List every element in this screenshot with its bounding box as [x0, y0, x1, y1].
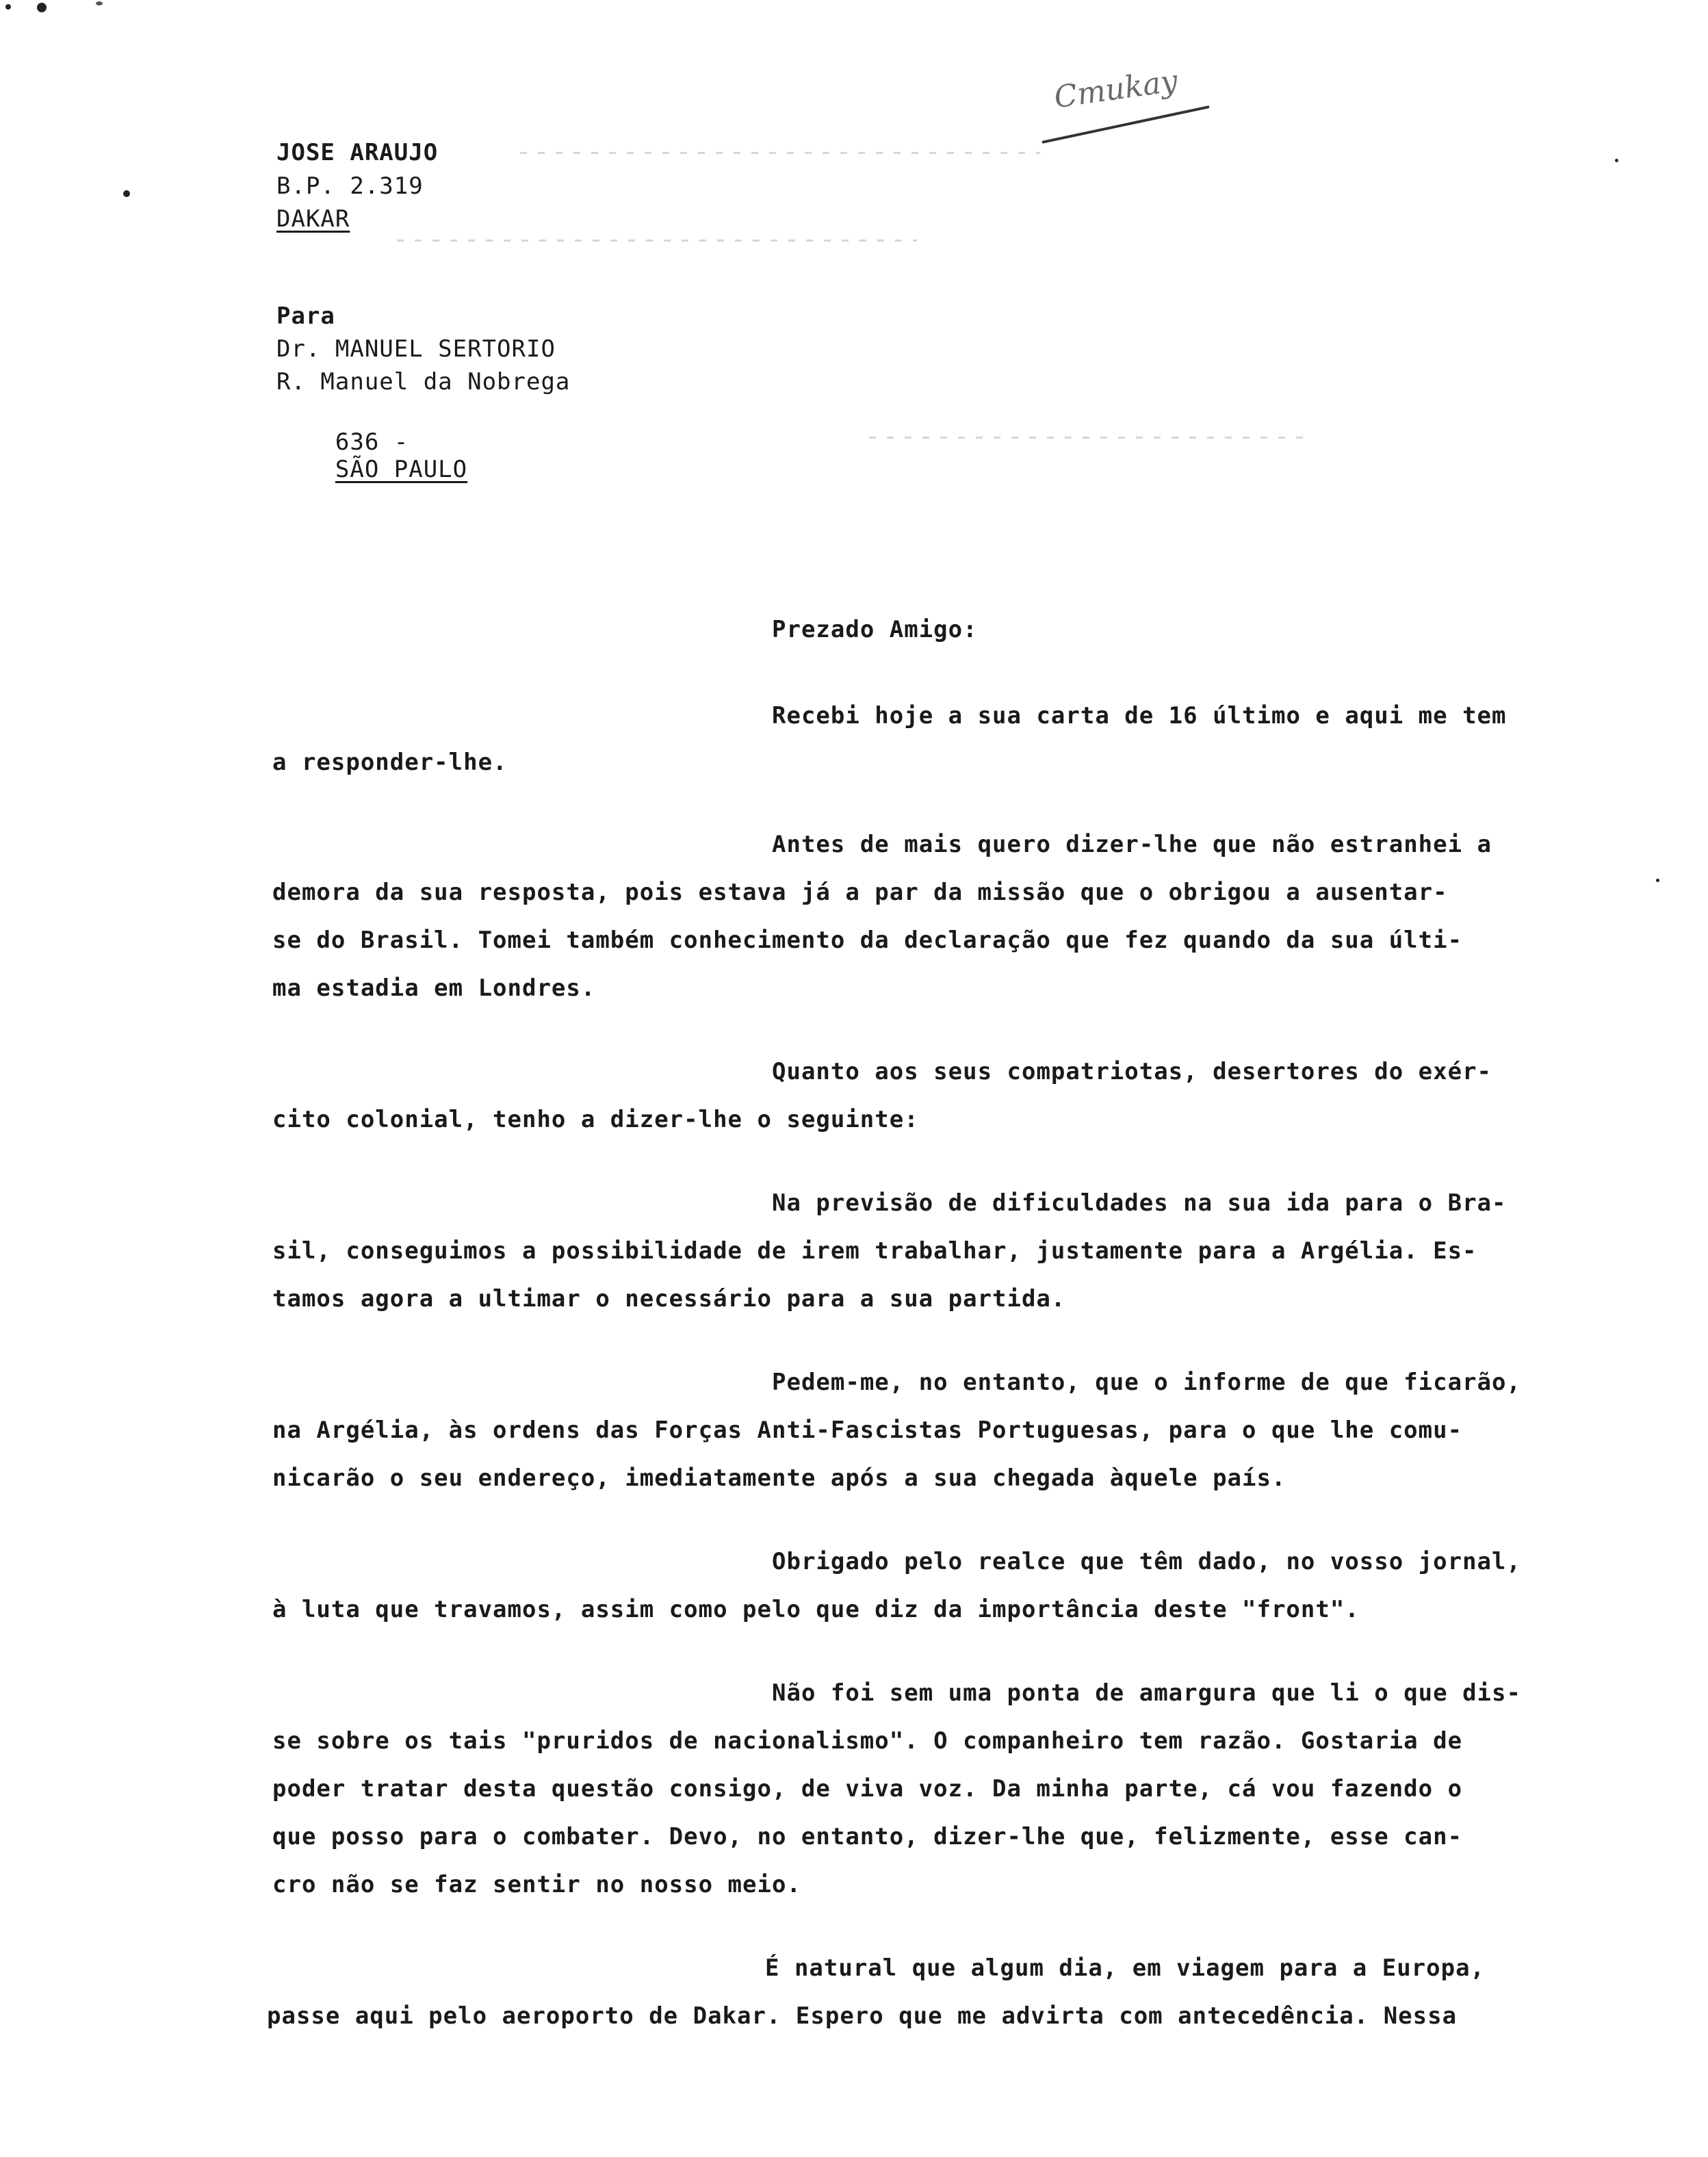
letter-line: à luta que travamos, assim como pelo que diz da importância deste "front".: [272, 1596, 1360, 1623]
letter-line: na Argélia, às ordens das Forças Anti-Fascistas Portuguesas, para o que lhe comu-: [272, 1417, 1463, 1444]
recipient-city: SÃO PAULO: [335, 456, 468, 483]
scan-speck: [37, 3, 47, 12]
letter-line: nicarão o seu endereço, imediatamente após a sua chegada àquele país.: [272, 1464, 1286, 1492]
sender-box: B.P. 2.319: [276, 172, 424, 200]
letter-line: se do Brasil. Tomei também conhecimento da declaração que fez quando da sua últi-: [272, 927, 1463, 954]
recipient-number: 636 -: [335, 428, 409, 456]
scan-speck: [1656, 879, 1659, 882]
letter-line: passe aqui pelo aeroporto de Dakar. Espero que me advirta com antecedência. Nessa: [267, 2002, 1458, 2030]
letter-line: se sobre os tais "pruridos de nacionalismo". O companheiro tem razão. Gostaria de: [272, 1727, 1463, 1755]
letter-line: Quanto aos seus compatriotas, desertores do exér-: [772, 1058, 1492, 1085]
letter-line: poder tratar desta questão consigo, de viva voz. Da minha parte, cá vou fazendo o: [272, 1775, 1463, 1803]
letter-line: que posso para o combater. Devo, no entanto, dizer-lhe que, felizmente, esse can-: [272, 1823, 1463, 1850]
letter-line: tamos agora a ultimar o necessário para a sua partida.: [272, 1285, 1066, 1313]
handwritten-note: Cmukay: [1052, 63, 1180, 116]
sender-name: JOSE ARAUJO: [276, 139, 439, 166]
scan-speck: [5, 4, 11, 10]
bleed-through-mark: [869, 437, 1307, 439]
letter-line: É natural que algum dia, em viagem para a Europa,: [765, 1954, 1486, 1982]
letter-line: Recebi hoje a sua carta de 16 último e aqui me tem: [772, 702, 1507, 729]
letter-line: Na previsão de dificuldades na sua ida para o Bra-: [772, 1189, 1507, 1217]
letter-line: Não foi sem uma ponta de amargura que li o que dis-: [772, 1679, 1521, 1707]
letter-salutation: Prezado Amigo:: [772, 616, 978, 643]
recipient-address-line: [276, 401, 467, 511]
letter-line: Pedem-me, no entanto, que o informe de que ficarão,: [772, 1369, 1521, 1396]
recipient-name: Dr. MANUEL SERTORIO: [276, 335, 556, 363]
letter-line: sil, conseguimos a possibilidade de irem trabalhar, justamente para a Argélia. Es-: [272, 1237, 1477, 1265]
letter-line: ma estadia em Londres.: [272, 974, 596, 1002]
recipient-to-label: Para: [276, 302, 335, 330]
bleed-through-mark: [397, 240, 917, 242]
sender-city: DAKAR: [276, 205, 350, 233]
letter-line: demora da sua resposta, pois estava já a par da missão que o obrigou a ausentar-: [272, 879, 1448, 906]
letter-line: Antes de mais quero dizer-lhe que não estranhei a: [772, 831, 1492, 858]
recipient-street: R. Manuel da Nobrega: [276, 368, 571, 396]
scan-speck: [1615, 159, 1618, 162]
scan-speck: [123, 190, 130, 197]
scan-speck: [96, 1, 103, 5]
letter-line: cro não se faz sentir no nosso meio.: [272, 1871, 801, 1898]
letter-line: Obrigado pelo realce que têm dado, no vosso jornal,: [772, 1548, 1521, 1575]
letter-line: cito colonial, tenho a dizer-lhe o seguinte:: [272, 1106, 919, 1133]
bleed-through-mark: [520, 152, 1040, 154]
letter-line: a responder-lhe.: [272, 749, 508, 776]
